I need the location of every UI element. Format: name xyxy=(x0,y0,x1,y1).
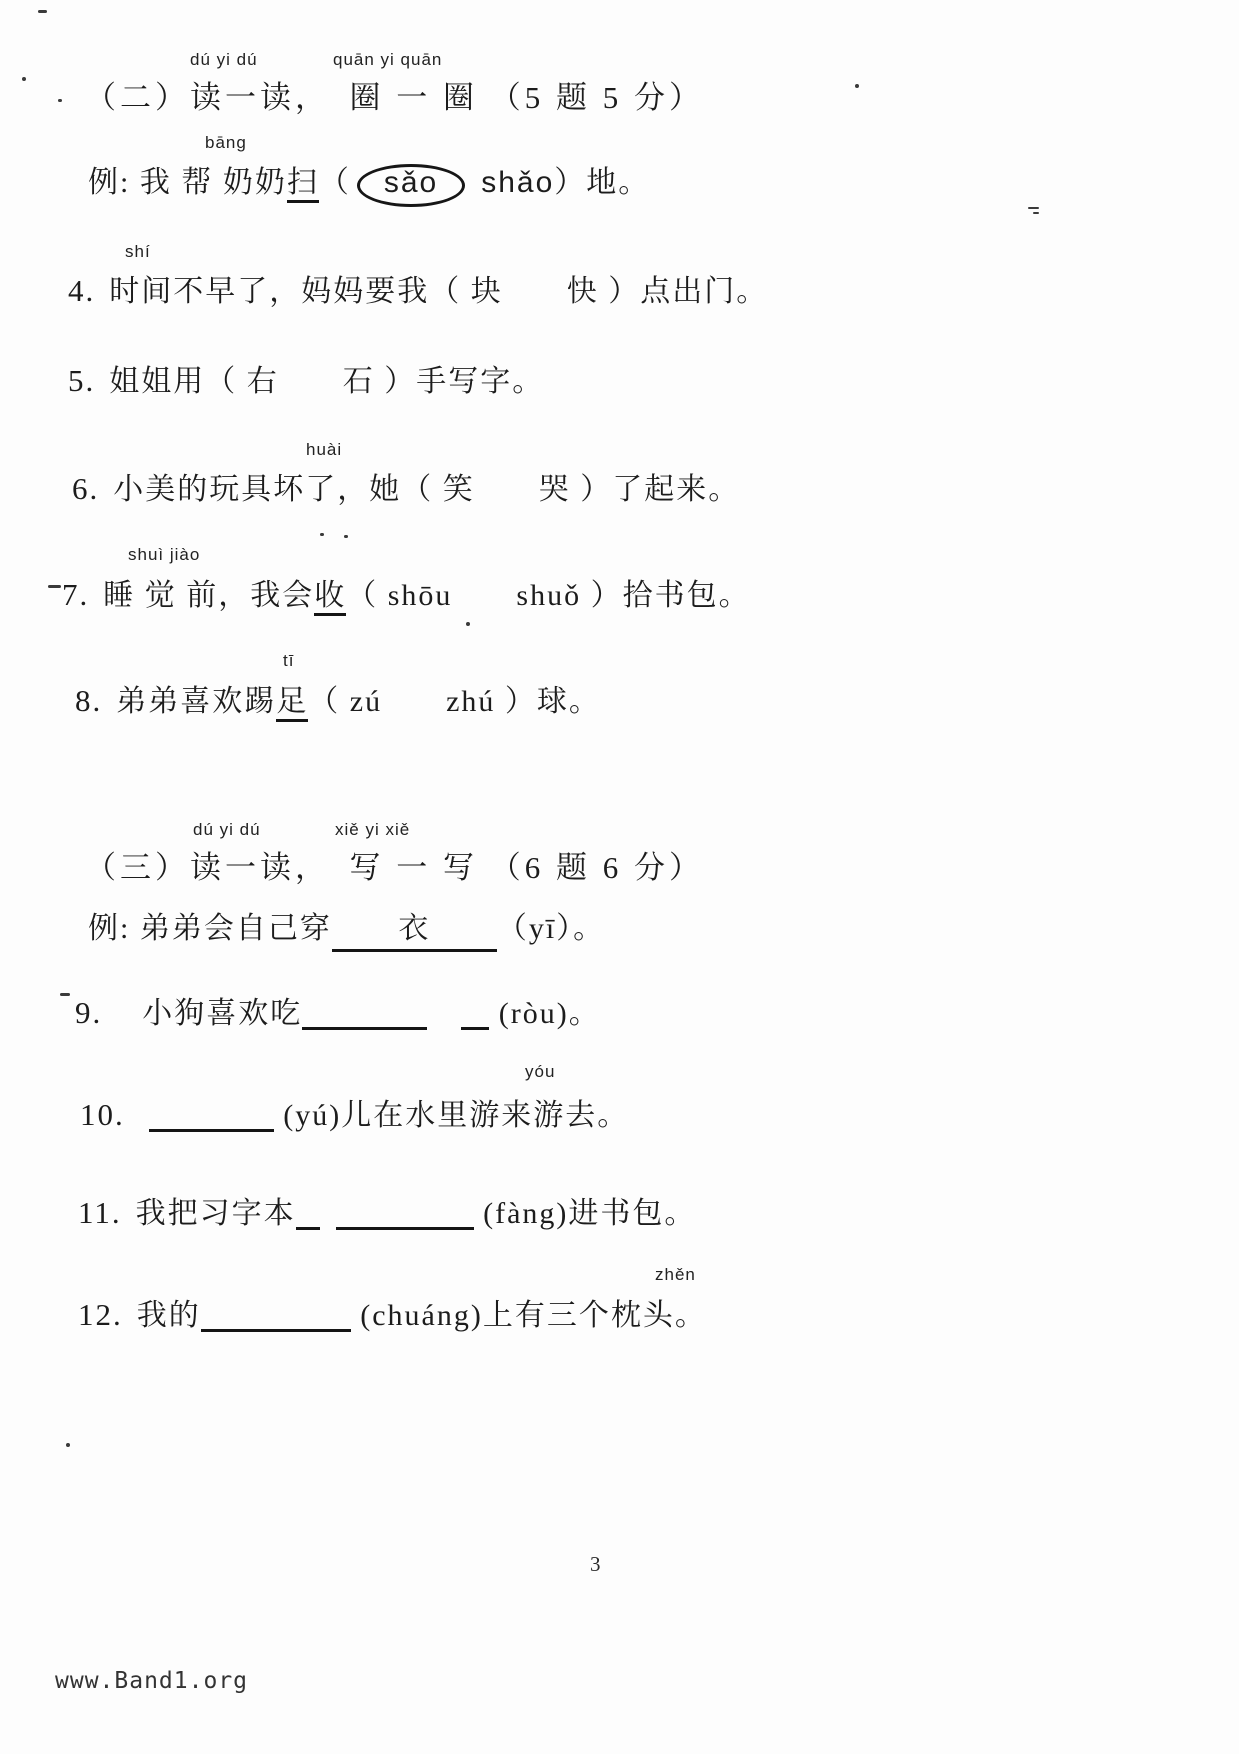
section-2-example xyxy=(88,157,650,207)
question-12 xyxy=(78,1290,707,1334)
question-9-text-rest: (ròu)。 xyxy=(498,997,601,1030)
scan-speck xyxy=(855,84,859,88)
scan-speck xyxy=(466,622,470,626)
scan-speck xyxy=(1033,212,1039,214)
example-text-pre: 例: 我 帮 奶奶 xyxy=(88,166,287,199)
question-11-text-rest: (fàng)进书包。 xyxy=(483,1197,697,1230)
question-12-text-pre: 我的 xyxy=(136,1299,201,1332)
filled-blank-yi: 衣 xyxy=(332,903,497,952)
paren-open: （ xyxy=(318,166,351,199)
pinyin-ti: tī xyxy=(283,651,295,670)
answer-blank xyxy=(302,995,427,1030)
question-6 xyxy=(72,464,740,508)
pinyin-you: yóu xyxy=(525,1062,556,1081)
option-shao: shǎo xyxy=(481,166,555,199)
answer-blank-short xyxy=(296,1195,320,1230)
question-4 xyxy=(68,266,768,310)
pinyin-shi: shí xyxy=(125,242,151,261)
question-10 xyxy=(80,1090,629,1134)
question-5-text: 姐姐用（ 右 石 ）手写字。 xyxy=(109,365,545,398)
question-9-text-pre: 小狗喜欢吃 xyxy=(142,997,303,1030)
question-8-text-rest: （ zú zhú ）球。 xyxy=(308,685,601,718)
question-11-number: 11. xyxy=(78,1195,122,1230)
pinyin-shui-jiao: shuì jiào xyxy=(128,545,201,564)
question-4-number: 4. xyxy=(68,273,96,308)
underlined-char-zu: 足 xyxy=(276,685,308,722)
question-7-text-rest: （ shōu shuǒ ）拾书包。 xyxy=(346,579,751,612)
answer-blank xyxy=(201,1297,351,1332)
question-9 xyxy=(75,988,601,1032)
pinyin-du-yi-du-2: dú yi dú xyxy=(193,820,261,839)
circled-answer-sao: sǎo xyxy=(357,164,465,207)
question-6-number: 6. xyxy=(72,471,100,506)
example-3-text-rest: （yī）。 xyxy=(496,912,606,945)
pinyin-zhen: zhěn xyxy=(655,1265,696,1284)
scan-speck xyxy=(320,533,324,536)
scan-speck xyxy=(38,10,47,13)
question-6-text: 小美的玩具坏了，她（ 笑 哭 ）了起来。 xyxy=(113,473,741,506)
question-5 xyxy=(68,356,544,400)
section-3-example xyxy=(88,903,605,952)
pinyin-du-yi-du: dú yi dú xyxy=(190,50,258,69)
question-4-text: 时间不早了，妈妈要我（ 块 快 ）点出门。 xyxy=(109,275,769,308)
pinyin-quan-yi-quan: quān yi quān xyxy=(333,50,443,69)
scan-speck xyxy=(66,1443,70,1447)
question-9-number: 9. xyxy=(75,995,103,1030)
question-12-number: 12. xyxy=(78,1297,123,1332)
question-10-number: 10. xyxy=(80,1097,125,1132)
question-8 xyxy=(75,676,601,720)
scan-speck xyxy=(48,585,61,588)
section-2-title: （二）读一读， 圈 一 圈 （5 题 5 分） xyxy=(85,80,704,115)
pinyin-huai: huài xyxy=(306,440,343,459)
scan-speck xyxy=(60,993,70,996)
question-5-number: 5. xyxy=(68,363,96,398)
page-number: 3 xyxy=(590,1552,601,1576)
question-7-text-pre: 睡 觉 前，我会 xyxy=(103,579,315,612)
example-3-text-pre: 例: 弟弟会自己穿 xyxy=(88,912,332,945)
example-text-rest: ）地。 xyxy=(554,166,651,199)
underlined-char-sao: 扫 xyxy=(287,166,319,203)
question-11-text-pre: 我把习字本 xyxy=(135,1197,296,1230)
question-7-number: 7. xyxy=(62,577,90,612)
answer-blank xyxy=(149,1097,274,1132)
answer-blank-short xyxy=(461,995,489,1030)
pinyin-bang: bāng xyxy=(205,133,247,152)
scan-speck xyxy=(58,99,62,102)
scan-speck xyxy=(344,535,348,538)
answer-blank xyxy=(336,1195,474,1230)
underlined-char-shou: 收 xyxy=(314,579,346,616)
scan-speck xyxy=(1028,207,1039,209)
question-7 xyxy=(62,570,751,614)
question-8-number: 8. xyxy=(75,683,103,718)
question-8-text-pre: 弟弟喜欢踢 xyxy=(116,685,277,718)
watermark-url: www.Band1.org xyxy=(55,1668,249,1694)
question-11 xyxy=(78,1188,696,1232)
section-3-title: （三）读一读， 写 一 写 （6 题 6 分） xyxy=(85,850,704,885)
pinyin-xie-yi-xie: xiě yi xiě xyxy=(335,820,411,839)
question-10-text-rest: (yú)儿在水里游来游去。 xyxy=(283,1099,630,1132)
scan-speck xyxy=(22,77,26,81)
question-12-text-rest: (chuáng)上有三个枕头。 xyxy=(360,1299,707,1332)
